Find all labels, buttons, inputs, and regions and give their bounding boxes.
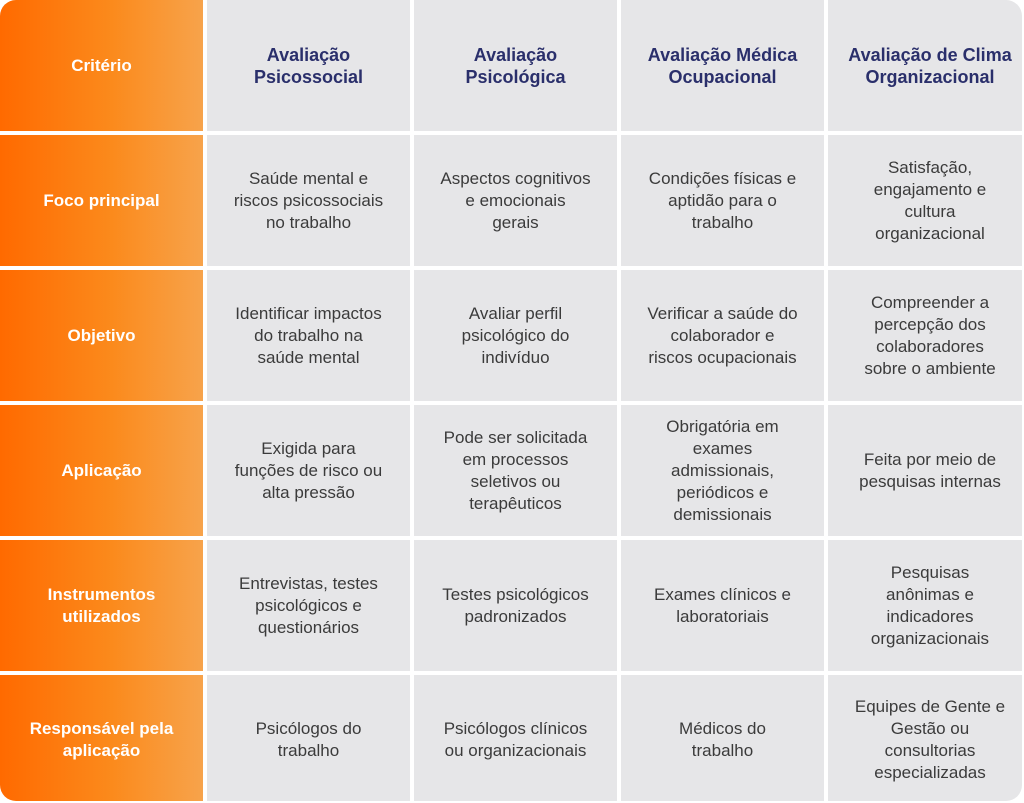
row-label-responsavel: Responsável pela aplicação (0, 675, 203, 801)
table-cell: Aspectos cognitivos e emocionais gerais (414, 135, 617, 266)
table-cell: Saúde mental e riscos psicossociais no trabalho (207, 135, 410, 266)
table-cell: Exames clínicos e laboratoriais (621, 540, 824, 671)
table-cell: Médicos do trabalho (621, 675, 824, 801)
table-cell: Identificar impactos do trabalho na saúde mental (207, 270, 410, 401)
table-cell: Psicólogos clínicos ou organizacionais (414, 675, 617, 801)
table-cell: Equipes de Gente e Gestão ou consultorias especializadas (828, 675, 1022, 801)
row-label-foco: Foco principal (0, 135, 203, 266)
row-label-objetivo: Objetivo (0, 270, 203, 401)
table-cell: Pesquisas anônimas e indicadores organizacionais (828, 540, 1022, 671)
table-cell: Verificar a saúde do colaborador e riscos ocupacionais (621, 270, 824, 401)
table-cell: Entrevistas, testes psicológicos e questionários (207, 540, 410, 671)
header-criterion: Critério (0, 0, 203, 131)
table-cell: Testes psicológicos padronizados (414, 540, 617, 671)
table-cell: Pode ser solicitada em processos seletivos ou terapêuticos (414, 405, 617, 536)
row-label-aplicacao: Aplicação (0, 405, 203, 536)
table-cell: Compreender a percepção dos colaboradores sobre o ambiente (828, 270, 1022, 401)
header-clima-organizacional: Avaliação de Clima Organizacional (828, 0, 1022, 131)
table-cell: Psicólogos do trabalho (207, 675, 410, 801)
header-psicologica: Avaliação Psicológica (414, 0, 617, 131)
table-cell: Exigida para funções de risco ou alta pressão (207, 405, 410, 536)
table-cell: Obrigatória em exames admissionais, periódicos e demissionais (621, 405, 824, 536)
table-cell: Feita por meio de pesquisas internas (828, 405, 1022, 536)
table-cell: Satisfação, engajamento e cultura organizacional (828, 135, 1022, 266)
table-cell: Avaliar perfil psicológico do indivíduo (414, 270, 617, 401)
header-medica-ocupacional: Avaliação Médica Ocupacional (621, 0, 824, 131)
row-label-instrumentos: Instrumentos utilizados (0, 540, 203, 671)
header-psicossocial: Avaliação Psicossocial (207, 0, 410, 131)
table-cell: Condições físicas e aptidão para o trabalho (621, 135, 824, 266)
